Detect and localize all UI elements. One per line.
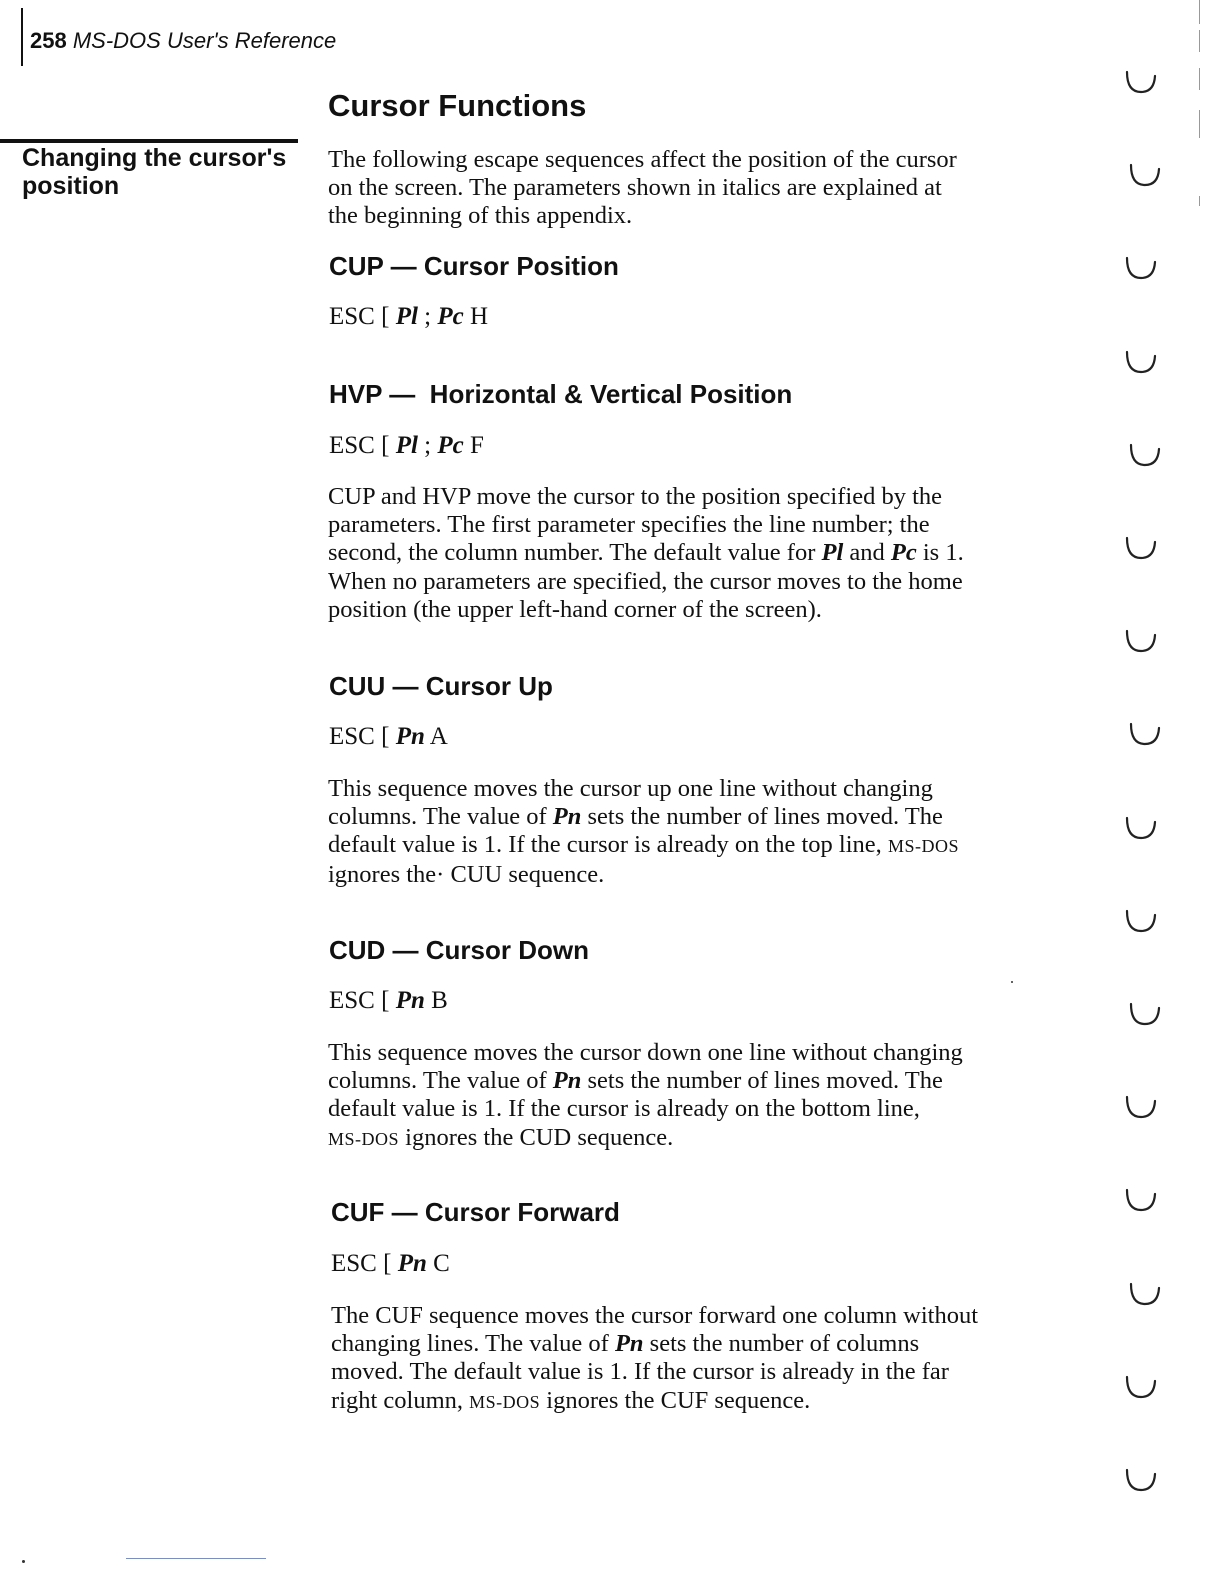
- sidebar-rule: [0, 139, 298, 143]
- desc-text: sets the number of columns: [649, 1330, 920, 1358]
- edge-mark: [1199, 68, 1200, 90]
- param-pl: Pl: [395, 432, 418, 459]
- hvp-heading: [329, 379, 792, 410]
- desc-line: This sequence moves the cursor down one line without changing: [328, 1039, 963, 1066]
- cup-heading: CUP — Cursor Position: [329, 251, 619, 281]
- sidebar-heading-line2: position: [22, 172, 120, 200]
- binder-hole-icon: [1124, 536, 1158, 562]
- desc-line: moved. The default value is 1. If the cursor is already in the far: [331, 1358, 949, 1386]
- code-prefix: ESC [: [329, 303, 390, 330]
- edge-mark: [1199, 110, 1200, 138]
- desc-line: position (the upper left-hand corner of the screen).: [328, 595, 822, 623]
- cud-syntax: [329, 987, 448, 1015]
- code-final: F: [469, 432, 484, 459]
- desc-line: [328, 1067, 1088, 1095]
- header-rule: [21, 8, 23, 66]
- desc-line: [331, 1387, 1091, 1416]
- page-number: 258: [30, 28, 67, 53]
- binder-hole-icon: [1128, 1282, 1162, 1308]
- desc-text: ignores the CUD sequence.: [405, 1123, 674, 1151]
- hvp-abbr: HVP —: [329, 379, 416, 409]
- book-title: MS-DOS User's Reference: [72, 28, 337, 53]
- binder-holes: [1110, 0, 1200, 1584]
- desc-line: The CUF sequence moves the cursor forward one column without: [331, 1302, 979, 1329]
- cuf-description: [331, 1302, 1091, 1416]
- param-pl: Pl: [821, 539, 844, 567]
- cuf-heading: CUF — Cursor Forward: [331, 1197, 620, 1227]
- desc-line: [328, 1124, 1088, 1153]
- binder-hole-icon: [1128, 163, 1162, 189]
- binder-hole-icon: [1124, 1188, 1158, 1214]
- desc-line: default value is 1. If the cursor is already on the bottom line,: [328, 1095, 920, 1123]
- binder-hole-icon: [1124, 909, 1158, 935]
- sidebar-heading-line1: Changing the cursor's: [22, 144, 287, 172]
- desc-text: ignores the CUF sequence.: [546, 1386, 811, 1414]
- param-pn: Pn: [614, 1330, 644, 1358]
- ms-dos-smallcaps: MS-DOS: [887, 836, 959, 857]
- param-pl: Pl: [395, 303, 418, 330]
- binder-hole-icon: [1124, 1468, 1158, 1494]
- binder-hole-icon: [1124, 816, 1158, 842]
- code-final: B: [431, 987, 448, 1014]
- param-pn: Pn: [395, 987, 425, 1014]
- binder-hole-icon: [1124, 256, 1158, 282]
- cud-description: [328, 1039, 1088, 1153]
- param-pn: Pn: [395, 723, 425, 750]
- cuf-syntax: [331, 1250, 450, 1278]
- footer-rule: [126, 1558, 266, 1559]
- code-separator: ;: [424, 432, 432, 459]
- code-final: A: [429, 723, 448, 750]
- binder-hole-icon: [1128, 443, 1162, 469]
- binder-hole-icon: [1124, 350, 1158, 376]
- sidebar-heading: [22, 144, 312, 200]
- desc-line: [328, 539, 1088, 567]
- intro-line: The following escape sequences affect the position of the cursor: [328, 146, 957, 173]
- ms-dos-smallcaps: MS-DOS: [469, 1391, 541, 1412]
- desc-line: [328, 831, 1088, 860]
- param-pn: Pn: [552, 803, 582, 831]
- hvp-description: [328, 483, 1088, 624]
- binder-hole-icon: [1124, 1375, 1158, 1401]
- hvp-name: Horizontal & Vertical Position: [429, 379, 793, 409]
- param-pc: Pc: [437, 432, 464, 459]
- code-final: H: [469, 303, 489, 330]
- edge-mark: [1199, 30, 1200, 52]
- binder-hole-icon: [1124, 1095, 1158, 1121]
- scan-speck: [1011, 981, 1013, 983]
- desc-line: When no parameters are specified, the cursor moves to the home: [328, 567, 963, 595]
- desc-line: [331, 1330, 1091, 1358]
- hvp-syntax: [329, 432, 484, 460]
- intro-line: on the screen. The parameters shown in italics are explained at: [328, 174, 942, 202]
- cuu-description: [328, 775, 1088, 889]
- param-pn: Pn: [397, 1250, 427, 1277]
- desc-text: sets the number of lines moved. The: [587, 1067, 943, 1095]
- binder-hole-icon: [1128, 1002, 1162, 1028]
- param-pc: Pc: [437, 303, 464, 330]
- desc-line: [328, 803, 1088, 831]
- desc-text: right column,: [331, 1386, 464, 1414]
- desc-text: default value is 1. If the cursor is already on the top line,: [328, 831, 882, 859]
- desc-text: changing lines. The value of: [331, 1330, 609, 1358]
- desc-line: parameters. The first parameter specifies the line number; the: [328, 511, 930, 539]
- code-prefix: ESC [: [329, 432, 390, 459]
- binder-hole-icon: [1124, 70, 1158, 96]
- edge-mark: [1199, 196, 1200, 206]
- binder-hole-icon: [1128, 722, 1162, 748]
- cup-syntax: [329, 303, 488, 331]
- cuu-syntax: [329, 723, 448, 751]
- code-prefix: ESC [: [329, 987, 390, 1014]
- desc-text: columns. The value of: [328, 1067, 547, 1095]
- scan-speck: [22, 1560, 25, 1563]
- code-final: C: [433, 1250, 450, 1277]
- desc-line: CUP and HVP move the cursor to the position specified by the: [328, 483, 942, 510]
- running-head: [30, 28, 336, 54]
- section-title: Cursor Functions: [328, 88, 587, 123]
- desc-text: second, the column number. The default value for: [328, 539, 816, 567]
- param-pn: Pn: [552, 1067, 582, 1095]
- code-prefix: ESC [: [329, 723, 390, 750]
- ms-dos-smallcaps: MS-DOS: [328, 1128, 400, 1149]
- edge-mark: [1199, 0, 1200, 24]
- param-pc: Pc: [890, 539, 917, 567]
- binder-hole-icon: [1124, 629, 1158, 655]
- desc-text: columns. The value of: [328, 803, 547, 831]
- desc-text: and: [849, 539, 885, 567]
- desc-text: is 1.: [922, 539, 964, 567]
- intro-line: the beginning of this appendix.: [328, 202, 633, 230]
- code-prefix: ESC [: [331, 1250, 392, 1277]
- cuu-heading: CUU — Cursor Up: [329, 671, 553, 701]
- code-separator: ;: [424, 303, 432, 330]
- intro-paragraph: [328, 146, 1088, 231]
- desc-text: sets the number of lines moved. The: [587, 803, 943, 831]
- desc-line: This sequence moves the cursor up one line without changing: [328, 775, 933, 802]
- cud-heading: CUD — Cursor Down: [329, 935, 589, 965]
- desc-line: ignores the· CUU sequence.: [328, 860, 605, 888]
